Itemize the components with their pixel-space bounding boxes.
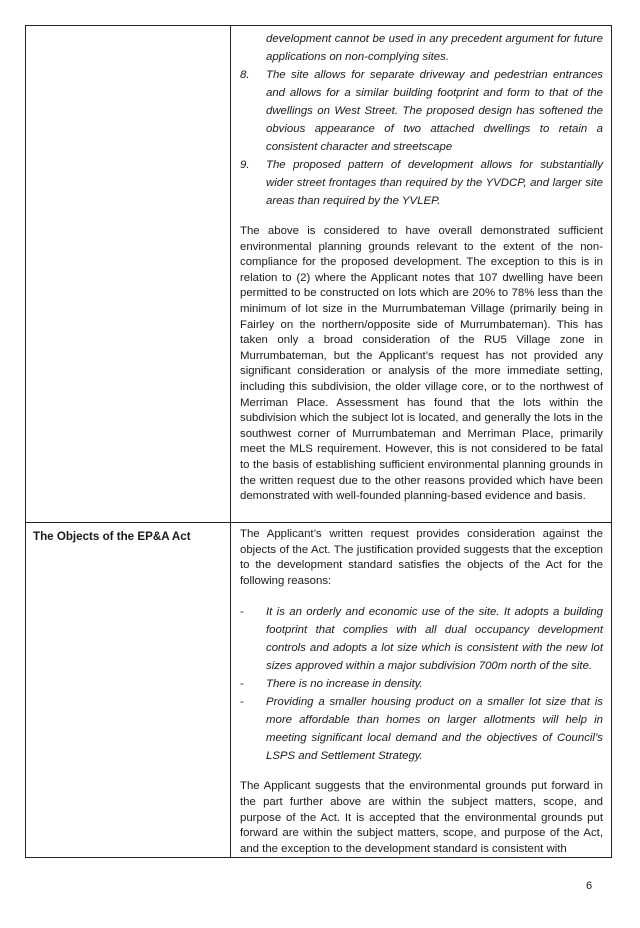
intro-paragraph: The Applicant’s written request provides consideration against the objects of the Act. The justification provided suggests that the exception to the development standard satisfies the objects of the Act for the following reasons: (240, 528, 603, 587)
list-text: The site allows for separate driveway and pedestrian entrances and allows for a similar building footprint and form to that of the dwellings on West Street. The proposed design has softened the obvious appearance of two attached dwellings to retain a consistent character and streetscape (266, 69, 603, 153)
table-row (26, 522, 611, 857)
row-label-cell-empty (26, 26, 231, 522)
bullet-text: Providing a smaller housing product on a smaller lot size that is more affordable than homes on larger allotments will help in meeting significant local demand and the objectives of Council’s LSPS and Settlement Strategy. (266, 696, 603, 763)
list-number (240, 30, 266, 66)
assessment-paragraph: The above is considered to have overall demonstrated sufficient environmental planning grounds relevant to the extent of the non-compliance for the proposed development. The exception to this is in relation to (2) where the Applicant notes that 107 dwelling have been permitted to be constructed on lots which are 20% to 78% less than the minimum of lot size in the Murrumbateman Village (primarily being in Fairley on the northern/opposite side of Murrumbateman). This has taken only a broad consideration of the RU5 Village zone in Murrumbateman, but the Applicant’s request has not provided any significant consideration or analysis of the more immediate setting, including this subdivision, the older village core, or to the northwest of Merriman Place. Assessment has found that the lots within the subdivision which the subject lot is located, and generally the lots in the southwest corner of Murrumbateman and Merriman Place, primarily meet the MLS requirement. However, this is not considered to be fatal to the basis of establishing sufficient environmental planning grounds in the written request due to the other reasons provided which have been demonstrated with well-founded planning-based evidence and basis. (240, 225, 603, 503)
numbered-list (240, 30, 603, 210)
row-content-cell (231, 523, 611, 857)
list-item (240, 693, 603, 765)
bullet-dash: - (240, 606, 244, 619)
list-item (240, 156, 603, 210)
list-item (240, 675, 603, 693)
assessment-table (25, 25, 612, 858)
row-heading: The Objects of the EP&A Act (33, 530, 191, 543)
table-row (26, 26, 611, 522)
page-number: 6 (586, 880, 593, 892)
bullet-text: It is an orderly and economic use of the site. It adopts a building footprint that complies with all dual occupancy development controls and adopts a lot size which is consistent with the new lot sizes approved within a major subdivision 700m north of the site. (266, 606, 603, 673)
list-item (240, 603, 603, 675)
row-label-cell (26, 523, 231, 857)
list-number: 8. (240, 69, 250, 81)
bullet-text: There is no increase in density. (266, 678, 423, 691)
bullet-list (240, 603, 603, 765)
list-item (240, 30, 603, 66)
list-number: 9. (240, 159, 250, 171)
bullet-dash: - (240, 696, 244, 709)
list-text: development cannot be used in any precedent argument for future applications on non-complying sites. (266, 33, 603, 63)
list-item (240, 66, 603, 156)
closing-paragraph: The Applicant suggests that the environmental grounds put forward in the part further above are within the subject matters, scope, and purpose of the Act. It is accepted that the environmental grounds put forward are within the subject matters, scope, and purpose of the Act, and the exception to the development standard is consistent with (240, 780, 603, 855)
list-text: The proposed pattern of development allows for substantially wider street frontages than required by the YVDCP, and larger site areas than required by the YVLEP. (266, 159, 603, 207)
row-content-cell (231, 26, 611, 522)
bullet-dash: - (240, 678, 244, 691)
